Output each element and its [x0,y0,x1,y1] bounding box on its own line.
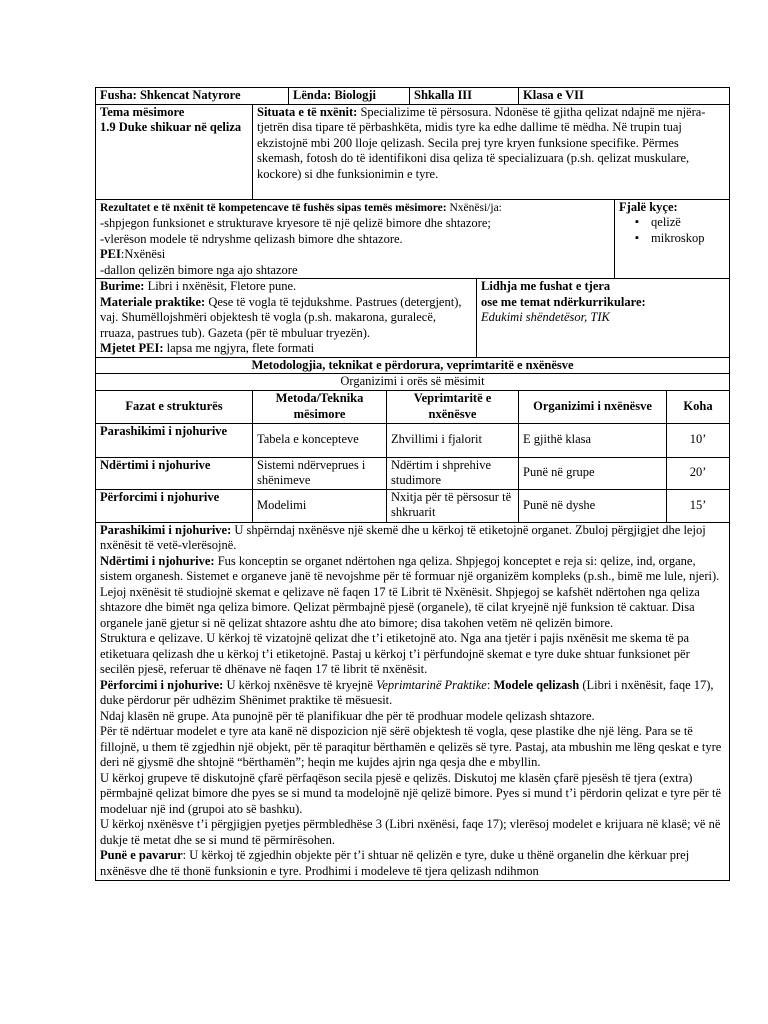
table-row [96,457,730,489]
col-header-metoda: Metoda/Teknika mësimore [253,390,387,423]
paragraph: Struktura e qelizave. U kërkoj të vizatojnë qelizat dhe t’i etiketojnë ato. Nga ana tjetër i pajis nxënësit me skema të pa etiketuara qelizash dhe u kërkoj t’i etiketojnë. Pastaj u kërkoj t’i përfundojnë skemat e tyre duke shtuar funksionet për secilën pjesë, referuar të dhënave në faqen 17 të librit të nxënësit. [100,631,690,676]
rezultatet-cell [96,199,615,279]
paragraph-text: : [486,677,494,692]
fjale-kyce-label: Fjalë kyçe: [619,199,678,214]
burime-row [96,279,730,358]
lidhja-cell [477,279,730,358]
table-row [96,423,730,457]
lesson-plan-table [95,87,730,881]
metodologjia-title-row [96,357,730,374]
col-header-koha: Koha [667,390,730,423]
burime-text: Libri i nxënësit, Fletore pune. [144,279,297,293]
faza-cell: Përforcimi i njohurive [96,489,253,522]
veprimtaria-cell: Zhvillimi i fjalorit [387,423,519,457]
paragraph [100,523,725,554]
rezultatet-row [96,199,730,279]
rezultatet-label: Rezultatet e të nxënit të kompetencave të fushës sipas temës mësimore: [100,201,447,214]
col-header-veprimtarite: Veprimtaritë e nxënësve [387,390,519,423]
rezultati-1: -shpjegon funksionet e strukturave kryesore të një qelizë bimore dhe shtazore; [100,216,491,230]
paragraph: Ndaj klasën në grupe. Ata punojnë për të planifikuar dhe për të prodhuar modele qelizash shtazore. [100,708,595,723]
table-row [96,489,730,522]
paragraph-text: Fus konceptin se organet ndërtohen nga qeliza. Shpjegoj konceptet e reja si: qelize, ind, organe, sistem organesh. Sistemet e organeve janë të nevojshme për të formuar një organizëm kompleks (p.sh., bimë me lule, njeri). [100,553,720,583]
paragraph: U kërkoj grupeve të diskutojnë çfarë përfaqëson secila pjesë e qelizës. Diskutoj me klasën çfarë pjesësh të tjera (extra) përmbajnë qelizat bimore dhe pyes se si mund ta modelojnë një qelizë bimore. Pyes si mund t’i përdorin qelizat e tyre për të modeluar një ind (grupoi ato së bashku). [100,770,721,816]
paragraph [100,678,725,709]
organizimi-cell: Punë në dyshe [519,489,667,522]
koha-cell: 15’ [667,489,730,522]
lesson-plan [95,87,729,881]
paragraph-label: Punë e pavarur [100,848,183,862]
klasa-cell: Klasa e VII [519,88,730,105]
paragraph: Lejoj nxënësit të studiojnë skemat e qelizave në faqen 17 të Librit të Nxënësit. Shpjegoj se kafshët ndërtohen nga qeliza shtazore dhe bimët nga qeliza bimore. Qelizat përmbajnë pjesë (organele), të cilat kryejnë një funksion të caktuar. Disa organele janë gjetur si në qelizat shtazore ashtu dhe ato bimore; disa takohen vetëm në qelizën bimore. [100,584,700,630]
lidhja-text: Edukimi shëndetësor, TIK [481,310,610,324]
metoda-cell: Modelimi [253,489,387,522]
burime-cell [96,279,477,358]
koha-cell: 10’ [667,423,730,457]
paragraph: Për të ndërtuar modelet e tyre ata kanë në dispozicion një sërë objektesh të vogla, qese plastike dhe një lëng. Para se të fillojnë, u them të zgjedhin një objekt, për të paraqitur bërthamën e qelizës së tyre. Pastaj, ata mbushin me lëng qeskat e tyre deri në gjysmë dhe shtojnë “bërthamën”; heqin me kujdes ajrin nga qesja dhe e mbyllin. [100,724,722,769]
burime-label: Burime: [100,279,145,293]
paragraph [100,848,725,879]
tema-cell [96,104,253,199]
organizimi-subtitle: Organizimi i orës së mësimit [96,374,730,391]
structure-header-row [96,390,730,423]
paragraph: U kërkoj nxënësve t’i përgjigjen pyetjes përmbledhëse 3 (Libri nxënësi, faqe 17); vlerësoj modelet e krijuara në klasë; vë në dukje të metat dhe se si mund të përmirësohen. [100,817,721,847]
paragraph-text: U shpërndaj nxënësve një skemë dhe u kërkoj të etiketojnë organet. Zbuloj përgjigjet dhe lejoj nxënësit të vetë-vlerësojnë. [100,522,706,552]
col-header-organizimi: Organizimi i nxënësve [519,390,667,423]
paragraph-text: : U kërkoj të zgjedhin objekte për t’i shtuar në qelizën e tyre, duke u thënë organelin dhe kërkuar prej nxënësve dhe të thonë funksionin e tyre. Prodhimi i modeleve të tjera qelizash ndihmon [100,848,690,878]
fusha-cell: Fusha: Shkencat Natyrore [96,88,289,105]
organizimi-row [96,374,730,391]
header-row [96,88,730,105]
faza-cell: Parashikimi i njohurive [96,423,253,457]
pei-label: PEI [100,247,121,261]
metodologjia-title: Metodologjia, teknikat e përdorura, veprimtaritë e nxënësve [96,357,730,374]
paragraph-text: U kërkoj nxënësve të kryejnë [223,677,377,692]
pershkrimi-cell [96,522,730,881]
koha-cell: 20’ [667,457,730,489]
tema-row [96,104,730,199]
fjale-kyce-item: ▪ mikroskop [637,231,725,247]
paragraph-italic: Veprimtarinë Praktike [376,677,487,692]
paragraph-label: Ndërtimi i njohurive: [100,553,215,568]
paragraph-label: Përforcimi i njohurive: [100,677,224,692]
fjale-kyce-cell [615,199,730,279]
rezultati-2: -vlerëson modele të ndryshme qelizash bimore dhe shtazore. [100,231,403,246]
mjetet-label: Mjetet PEI: [100,341,164,355]
situata-cell [253,104,730,199]
materiale-text: Qese të vogla të tejdukshme. Pastrues (detergjent), vaj. Shumëllojshmëri objektesh të vogla (p.sh. makarona, guralecë, rruaza, pastrues tub). Gazeta (për të mbuluar tryezën). [100,294,462,340]
mjetet-text: lapsa me ngjyra, flete formati [163,341,315,355]
fjale-kyce-item: ▪ qelizë [637,215,725,231]
metoda-cell: Tabela e koncepteve [253,423,387,457]
situata-label: Situata e të nxënit: [257,104,358,119]
faza-cell: Ndërtimi i njohurive [96,457,253,489]
veprimtaria-cell: Nxitja për të përsosur të shkruarit [387,489,519,522]
pei-item: -dallon qelizën bimore nga ajo shtazore [100,262,298,277]
lidhja-label-2: ose me temat ndërkurrikulare: [481,294,646,309]
rezultatet-intro: Nxënësi/ja: [446,201,502,214]
pershkrimi-row [96,522,730,881]
veprimtaria-cell: Ndërtim i shprehive studimore [387,457,519,489]
paragraph-bold: Modele qelizash [493,677,580,692]
pei-intro: :Nxënësi [120,247,166,261]
paragraph-text: (Libri i nxënësit, faqe 17), duke përdorur për udhëzim Shënimet praktike të mësuesit. [100,677,714,707]
tema-title: 1.9 Duke shikuar në qeliza [100,120,242,134]
materiale-label: Materiale praktike: [100,294,206,309]
metoda-cell: Sistemi ndërveprues i shënimeve [253,457,387,489]
col-header-fazat: Fazat e strukturës [96,390,253,423]
shkalla-cell: Shkalla III [410,88,519,105]
paragraph-label: Parashikimi i njohurive: [100,522,232,537]
fjale-kyce-list [619,215,725,246]
lenda-cell: Lënda: Biologji [289,88,410,105]
paragraph [100,554,725,585]
tema-label: Tema mësimore [100,104,185,119]
lidhja-label-1: Lidhja me fushat e tjera [481,279,611,293]
situata-text: Specializime të përsosura. Ndonëse të gjitha qelizat ndajnë me njëra- tjetrën disa tipare të përbashkëta, midis tyre ka edhe dallime të mëdha. Në trupin tuaj ekzistojnë mbi 200 lloje qelizash. Secila prej tyre kryen funksione specifike. Përmes skemash, fotosh do të identifikoni disa qeliza të specializuara (p.sh. qelizat muskulare, kockore) si dhe funksionimin e tyre. [257,104,706,181]
organizimi-cell: E gjithë klasa [519,423,667,457]
organizimi-cell: Punë në grupe [519,457,667,489]
